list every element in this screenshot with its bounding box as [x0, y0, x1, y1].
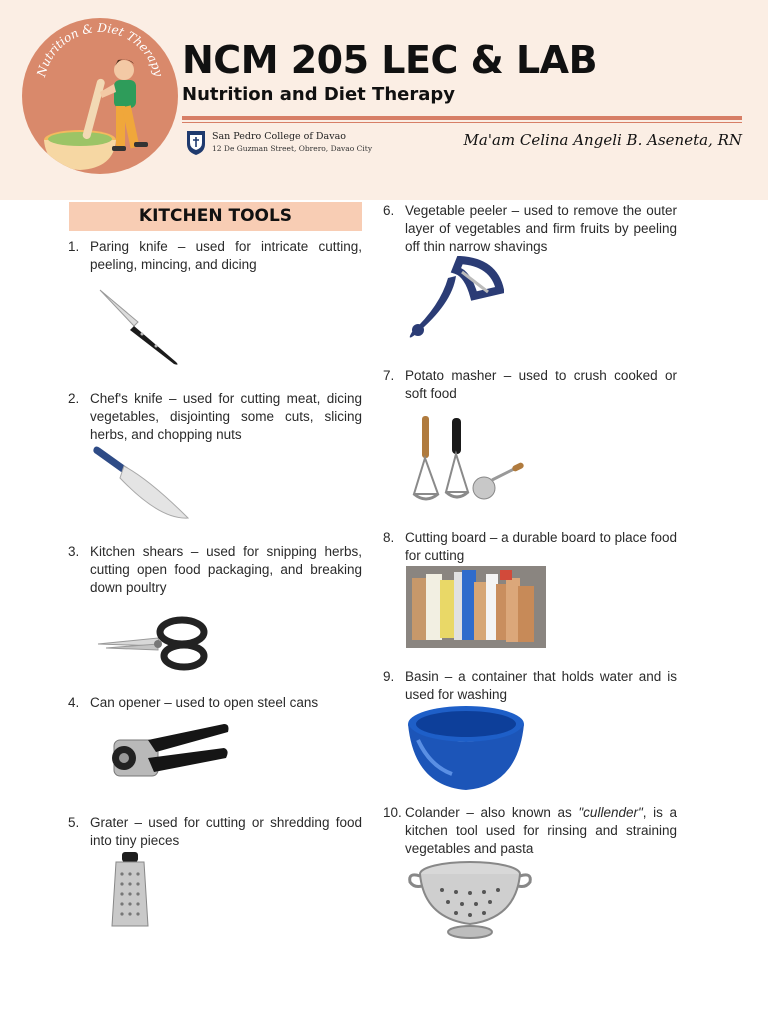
item-number: 7. — [383, 368, 395, 383]
chefs-knife-icon — [90, 444, 194, 524]
item-text — [405, 804, 677, 858]
item-text: Basin – a container that holds water and is used for washing — [405, 669, 677, 702]
item-text: Paring knife – used for intricate cutting, peeling, mincing, and dicing — [90, 239, 362, 272]
chef-mixing-icon — [22, 18, 178, 174]
item-number: 2. — [68, 391, 80, 406]
item-number: 1. — [68, 239, 80, 254]
paring-knife-icon — [94, 282, 184, 370]
item-text: Potato masher – used to crush cooked or soft food — [405, 368, 677, 401]
item-number: 4. — [68, 695, 80, 710]
school-seal-icon — [186, 130, 206, 156]
school-address: 12 De Guzman Street, Obrero, Davao City — [212, 144, 373, 153]
item-number: 10. — [383, 805, 402, 820]
grater-icon — [110, 852, 150, 930]
vegetable-peeler-icon — [404, 256, 504, 346]
item-number: 6. — [383, 203, 395, 218]
item-text: Can opener – used to open steel cans — [90, 695, 319, 710]
course-subtitle: Nutrition and Diet Therapy — [182, 84, 455, 105]
header-rule — [182, 116, 742, 120]
colander-icon — [406, 858, 534, 942]
section-heading: KITCHEN TOOLS — [69, 202, 362, 231]
logo-text: Nutrition & Diet Therapy — [34, 20, 166, 79]
item-number: 5. — [68, 815, 80, 830]
item-text: Chef's knife – used for cutting meat, dicing vegetables, disjointing some cuts, slicing herbs, and chopping nuts — [90, 391, 362, 442]
item-text: Kitchen shears – used for snipping herbs, cutting open food packaging, and breaking down poultry — [90, 544, 362, 595]
item-text: Grater – used for cutting or shredding food into tiny pieces — [90, 815, 362, 848]
cutting-board-icon — [406, 566, 546, 648]
course-title: NCM 205 LEC & LAB — [182, 38, 598, 82]
course-logo — [22, 18, 178, 174]
item-number: 9. — [383, 669, 395, 684]
item-text-part: Colander – also known as — [405, 805, 579, 820]
instructor-name: Ma'am Celina Angeli B. Aseneta, RN — [463, 131, 742, 149]
item-number: 3. — [68, 544, 80, 559]
school-name: San Pedro College of Davao — [212, 131, 346, 142]
potato-masher-icon — [406, 412, 526, 506]
item-text-emphasis: "cullender" — [578, 805, 643, 820]
kitchen-shears-icon — [96, 614, 212, 672]
item-number: 8. — [383, 530, 395, 545]
item-text: Vegetable peeler – used to remove the outer layer of vegetables and firm fruits by peeling off thin narrow shavings — [405, 203, 677, 254]
can-opener-icon — [96, 718, 230, 786]
svg-text:Nutrition & Diet Therapy — [34, 21, 166, 79]
item-text: Cutting board – a durable board to place food for cutting — [405, 530, 677, 563]
header-rule-thin — [182, 122, 742, 123]
basin-icon — [406, 704, 526, 794]
item-text-part: , is a kitchen tool used for rinsing and straining vegetables and pasta — [405, 805, 677, 856]
document-header — [0, 0, 768, 200]
